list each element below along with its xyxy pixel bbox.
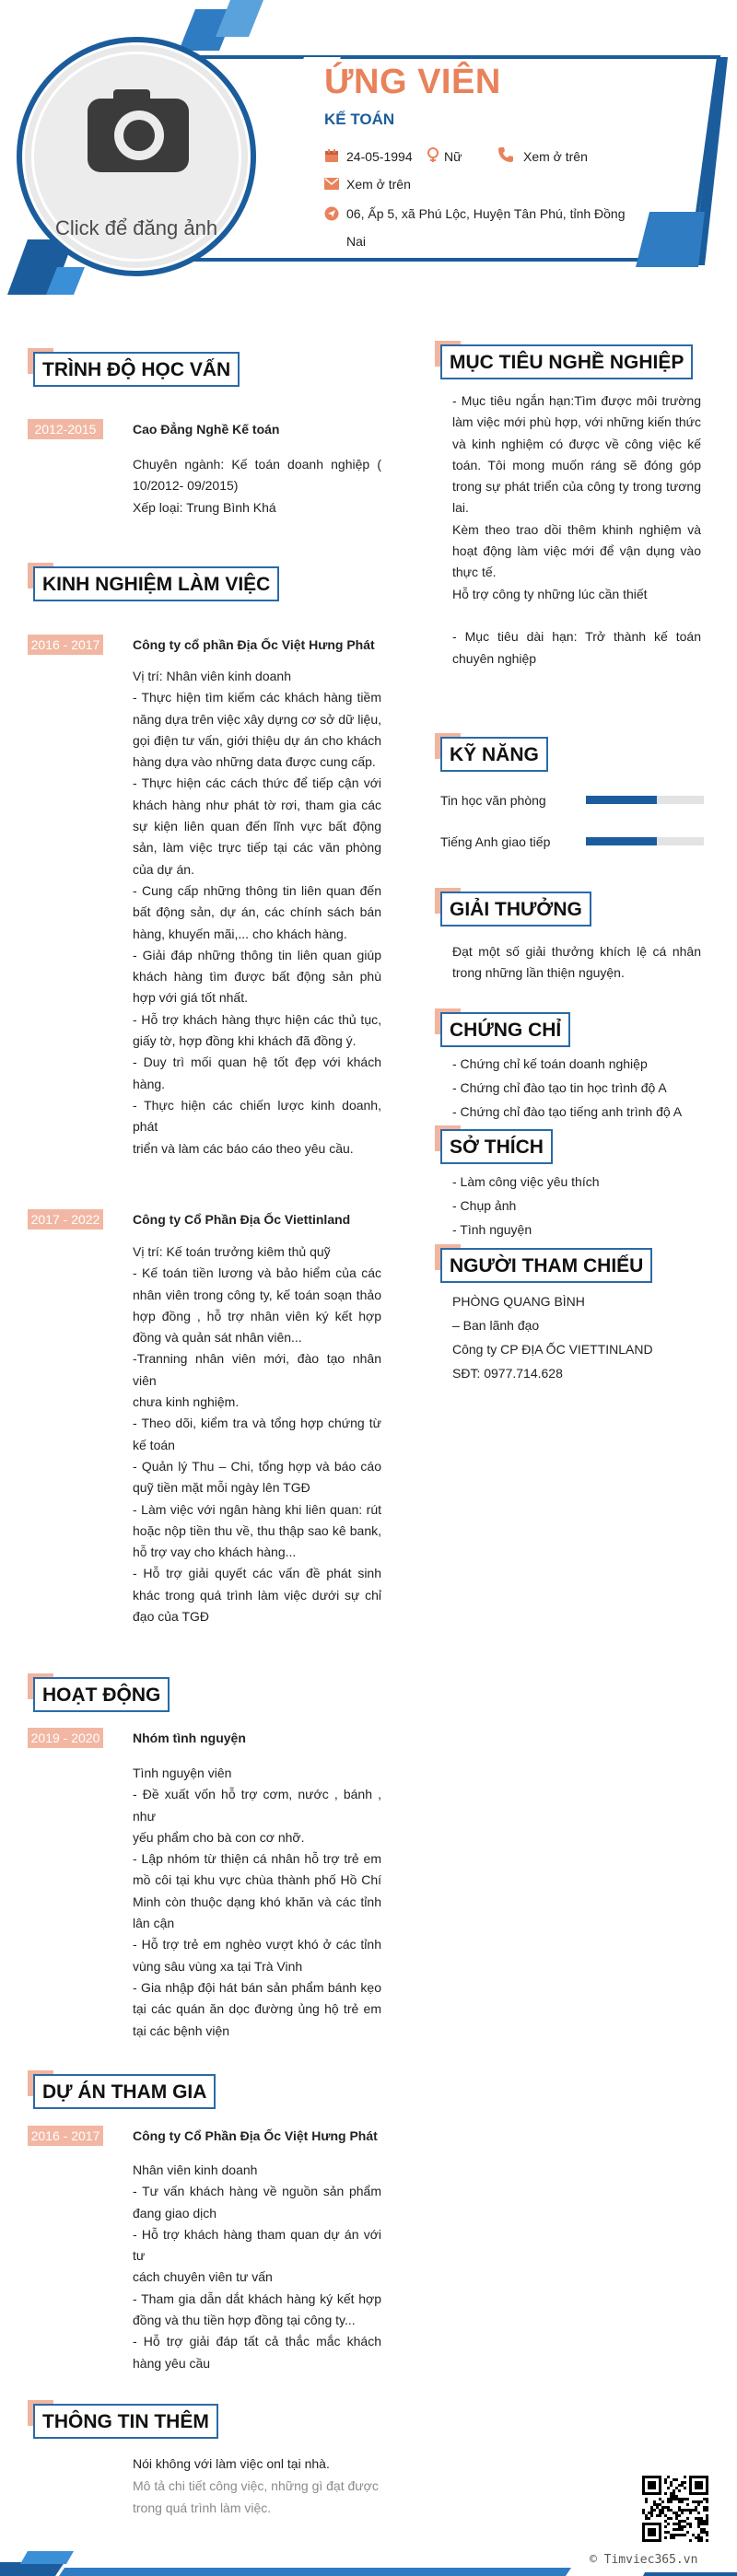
detail-line: Chuyên ngành: Kế toán doanh nghiệp (: [133, 457, 381, 472]
job-line: sự kiện liên quan đến lĩnh vực bất động: [133, 819, 381, 834]
job-line: - Quản lý Thu – Chi, tổng hợp và báo cáo: [133, 1458, 381, 1474]
objective-line: thực tế.: [452, 565, 497, 580]
more-info-text: Nói không với làm việc onl tại nhà.: [133, 2456, 330, 2471]
hobby-item: - Tình nguyện: [452, 1222, 532, 1237]
job-description: [133, 666, 381, 1160]
footer-decoration: [0, 2542, 737, 2576]
job-line: hàng dựa vào những data được cung cấp.: [133, 754, 376, 770]
job-line: - Thực hiện các cách thức để tiếp cận với: [133, 775, 381, 791]
objective-line: làm việc mới phù hợp, với những kiến thức: [452, 414, 701, 430]
education-details: [133, 454, 381, 519]
section-title-awards: GIẢI THƯỞNG: [440, 892, 591, 927]
project-line: Nhân viên kinh doanh: [133, 2162, 258, 2177]
reference-line: – Ban lãnh đạo: [452, 1318, 540, 1333]
objective-line: lai.: [452, 500, 469, 516]
section-title-activities: HOẠT ĐỘNG: [33, 1677, 170, 1712]
job-line: kế toán: [133, 1437, 175, 1452]
objective-line: hoạt động làm việc mới để vận dụng vào: [452, 543, 701, 559]
awards-text: [452, 941, 701, 985]
job-line: khách hàng như phát tờ rơi, tham gia các: [133, 797, 381, 812]
job-line: triển và làm các báo cáo theo yêu cầu.: [133, 1140, 354, 1156]
more-info-placeholder[interactable]: trong quá trình làm việc.: [133, 2500, 272, 2515]
activity-org: Nhóm tình nguyện: [133, 1731, 246, 1745]
job-line: giấy tờ, hợp đồng khi khách đã đồng ý.: [133, 1033, 357, 1049]
activity-description: [133, 1763, 381, 2042]
job-title: KẾ TOÁN: [324, 111, 395, 128]
email[interactable]: Xem ở trên: [346, 177, 411, 192]
activity-line: - Đề xuất vốn hỗ trợ cơm, nước , bánh , như: [133, 1787, 381, 1824]
reference-line: Công ty CP ĐỊA ỐC VIETTINLAND: [452, 1342, 653, 1357]
section-title-objective: MỤC TIÊU NGHỀ NGHIỆP: [440, 344, 693, 379]
section-title-experience: KINH NGHIỆM LÀM VIỆC: [33, 566, 279, 601]
more-info-placeholder[interactable]: Mô tả chi tiết công việc, những gì đạt được: [133, 2478, 379, 2493]
awards-line: trong những lần thiện nguyện.: [452, 965, 625, 981]
objective-line: - Mục tiêu ngắn hạn:Tìm được môi trường: [452, 393, 701, 408]
job-line: - Kế toán tiền lương và bảo hiểm của các: [133, 1265, 381, 1281]
address-line-1: 06, Ấp 5, xã Phú Lộc, Huyện Tân Phú, tỉnh Đồng: [346, 206, 626, 221]
activity-line: - Gia nhập đội hát bán sản phẩm bánh kẹo: [133, 1979, 381, 1995]
skill-label: Tiếng Anh giao tiếp: [440, 834, 551, 849]
job-line: hợp đồng , hỗ trợ nhân viên ký kết hợp: [133, 1308, 381, 1323]
job-line: khách hàng tìm được bất động sản phù: [133, 969, 381, 985]
project-company: Công ty Cổ Phần Địa Ốc Việt Hưng Phát: [133, 2128, 378, 2143]
objective-line: [452, 605, 701, 626]
job-line: - Giải đáp những thông tin liên quan giúp: [133, 947, 381, 962]
project-date: 2016 - 2017: [28, 2126, 103, 2146]
project-line: - Hỗ trợ khách hàng tham quan dự án với tư: [133, 2226, 381, 2264]
project-line: cách chuyên viên tư vấn: [133, 2269, 273, 2285]
project-description: [133, 2160, 381, 2374]
activity-line: lân cận: [133, 1916, 175, 1931]
gender-icon: [426, 146, 442, 163]
job-line: - Thực hiện tìm kiếm các khách hàng tiềm: [133, 690, 381, 705]
job-line: quỹ tiền mặt mỗi ngày lên TGĐ: [133, 1480, 310, 1496]
job-description: [133, 1241, 381, 1627]
job-line: chưa kinh nghiệm.: [133, 1394, 240, 1410]
reference-line: PHÒNG QUANG BÌNH: [452, 1294, 585, 1309]
education-date: 2012-2015: [28, 419, 103, 439]
job-line: - Cung cấp những thông tin liên quan đến: [133, 882, 381, 898]
job-date: 2016 - 2017: [28, 635, 103, 655]
address-line-2: Nai: [346, 234, 367, 249]
section-title-projects: DỰ ÁN THAM GIA: [33, 2074, 216, 2109]
project-line: - Tư vấn khách hàng về nguồn sản phẩm: [133, 2184, 381, 2199]
awards-line: Đạt một số giải thưởng khích lệ cá nhân: [452, 944, 701, 959]
hobbies-list: [452, 1170, 701, 1241]
avatar[interactable]: [17, 37, 256, 276]
project-line: - Tham gia dẫn dắt khách hàng ký kết hợp: [133, 2290, 381, 2306]
job-line: -Tranning nhân viên mới, đào tạo nhân viên: [133, 1351, 381, 1388]
job-line: - Duy trì mối quan hệ tốt đẹp với khách: [133, 1055, 381, 1070]
certificates-list: [452, 1052, 701, 1124]
objective-text: [452, 390, 701, 670]
certificate-item: - Chứng chỉ đào tạo tin học trình độ A: [452, 1080, 667, 1095]
job-line: đồng và quản sát nhân viên...: [133, 1330, 302, 1346]
skill-label: Tin học văn phòng: [440, 793, 546, 808]
job-line: - Theo dõi, kiểm tra và tổng hợp chứng từ: [133, 1416, 381, 1431]
location-icon: [324, 206, 339, 221]
phone[interactable]: Xem ở trên: [523, 149, 588, 164]
job-line: năng dựa trên việc xây dựng cơ sở dữ liệu,: [133, 711, 381, 727]
objective-line: Hỗ trợ công ty những lúc cần thiết: [452, 586, 648, 601]
job-line: hỗ trợ vay cho khách hàng...: [133, 1544, 297, 1560]
objective-line: - Mục tiêu dài hạn: Trở thành kế toán: [452, 629, 701, 645]
education-school: Cao Đẳng Nghề Kế toán: [133, 422, 280, 437]
job-line: bất động sản, dự án, các chính sách bán: [133, 904, 381, 920]
section-title-hobbies: SỞ THÍCH: [440, 1129, 553, 1164]
job-line: nhân viên trong công ty, kế toán soạn thảo: [133, 1287, 381, 1302]
job-line: - Làm việc với ngân hàng khi liên quan: rút: [133, 1501, 381, 1517]
avatar-placeholder[interactable]: [31, 52, 241, 262]
hobby-item: - Chụp ảnh: [452, 1198, 517, 1213]
camera-icon: [88, 86, 189, 173]
job-line: - Hỗ trợ giải quyết các vấn đề phát sinh: [133, 1566, 381, 1581]
detail-line: Xếp loại: Trung Bình Khá: [133, 499, 276, 515]
job-line: khác trong quá trình làm việc dưới sự chỉ: [133, 1587, 381, 1603]
job-line: sản, làm việc trực tiếp tại các văn phòng: [133, 840, 381, 856]
job-line: hàng.: [133, 1076, 166, 1091]
activity-line: - Lập nhóm từ thiện cá nhân hỗ trợ trẻ em: [133, 1851, 381, 1867]
detail-line: 10/2012- 09/2015): [133, 478, 239, 494]
project-line: - Hỗ trợ giải đáp tất cả thắc mắc khách: [133, 2334, 381, 2349]
gender: Nữ: [444, 149, 462, 164]
certificate-item: - Chứng chỉ kế toán doanh nghiệp: [452, 1056, 648, 1071]
activity-line: vùng sâu vùng xa tại Trà Vinh: [133, 1958, 303, 1974]
email-icon: [324, 178, 339, 190]
job-line: - Thực hiện các chiến lược kinh doanh, phát: [133, 1097, 381, 1135]
job-line: Vị trí: Kế toán trưởng kiêm thủ quỹ: [133, 1244, 331, 1259]
activity-line: tại các quán ăn dọc đường ủng hộ trẻ em: [133, 2001, 381, 2017]
job-line: - Hỗ trợ khách hàng thực hiện các thủ tục,: [133, 1011, 381, 1027]
objective-line: và kinh nghiệm có được về công việc kế: [452, 436, 701, 451]
job-date: 2017 - 2022: [28, 1209, 103, 1230]
section-title-skills: KỸ NĂNG: [440, 737, 548, 772]
objective-line: toán. Tôi mong muốn ráng sẽ đóng góp: [452, 457, 701, 472]
job-line: Vị trí: Nhân viên kinh doanh: [133, 669, 291, 683]
job-company: Công ty Cổ Phần Địa Ốc Viettinland: [133, 1212, 351, 1227]
project-line: hàng yêu cầu: [133, 2355, 211, 2371]
skill-bar-fill: [586, 796, 657, 804]
section-title-more-info: THÔNG TIN THÊM: [33, 2404, 218, 2439]
project-line: đồng và thu tiền hợp đồng tại công ty...: [133, 2313, 356, 2328]
activity-date: 2019 - 2020: [28, 1728, 103, 1748]
certificate-item: - Chứng chỉ đào tạo tiếng anh trình độ A: [452, 1104, 683, 1119]
qr-code-icon: [642, 2476, 708, 2542]
references-list: [452, 1289, 701, 1385]
section-title-references: NGƯỜI THAM CHIẾU: [440, 1248, 652, 1283]
watermark: © Timviec365.vn: [586, 2553, 701, 2567]
activity-line: Minh còn thuộc dạng khó khăn và các tỉnh: [133, 1894, 381, 1909]
section-title-education: TRÌNH ĐỘ HỌC VẤN: [33, 352, 240, 387]
candidate-name: ỨNG VIÊN: [324, 63, 501, 101]
phone-icon: [497, 146, 514, 163]
reference-line: SĐT: 0977.714.628: [452, 1366, 563, 1381]
birthdate: 24-05-1994: [346, 149, 413, 164]
activity-line: tại các bệnh viện: [133, 2022, 230, 2038]
job-company: Công ty cổ phần Địa Ốc Việt Hưng Phát: [133, 637, 375, 652]
job-line: hợp với giá tốt nhất.: [133, 990, 248, 1006]
section-title-certificates: CHỨNG CHỈ: [440, 1012, 570, 1047]
skill-bar-fill: [586, 837, 657, 845]
job-line: hàng, khuyến mãi,... cho khách hàng.: [133, 926, 347, 941]
calendar-icon: [324, 148, 339, 163]
objective-line: chuyên nghiệp: [452, 650, 537, 666]
activity-line: Tình nguyện viên: [133, 1766, 232, 1780]
activity-line: - Hỗ trợ trẻ em nghèo vượt khó ở các tỉnh: [133, 1937, 381, 1952]
activity-line: yếu phẩm cho bà con cơ nhỡ.: [133, 1829, 305, 1845]
hobby-item: - Làm công việc yêu thích: [452, 1174, 600, 1189]
objective-line: Kèm theo trao dồi thêm khinh nghiệm và: [452, 521, 701, 537]
job-line: hoặc nộp tiền thu về, thu thập sao kê bank,: [133, 1522, 381, 1538]
activity-line: mồ côi tại khu vực chùa thành phố Hồ Chí: [133, 1872, 381, 1888]
project-line: đang giao dịch: [133, 2205, 217, 2220]
job-line: đạo của TGĐ: [133, 1609, 210, 1625]
skill-bar: [586, 837, 704, 845]
job-line: của dự án.: [133, 861, 194, 877]
skill-bar: [586, 796, 704, 804]
job-line: gọi điện tư vấn, giới thiệu dự án cho khách: [133, 732, 381, 748]
objective-line: trong sự phát triển của công ty trong tương: [452, 479, 701, 495]
avatar-upload-label[interactable]: Click để đăng ảnh: [54, 216, 218, 239]
